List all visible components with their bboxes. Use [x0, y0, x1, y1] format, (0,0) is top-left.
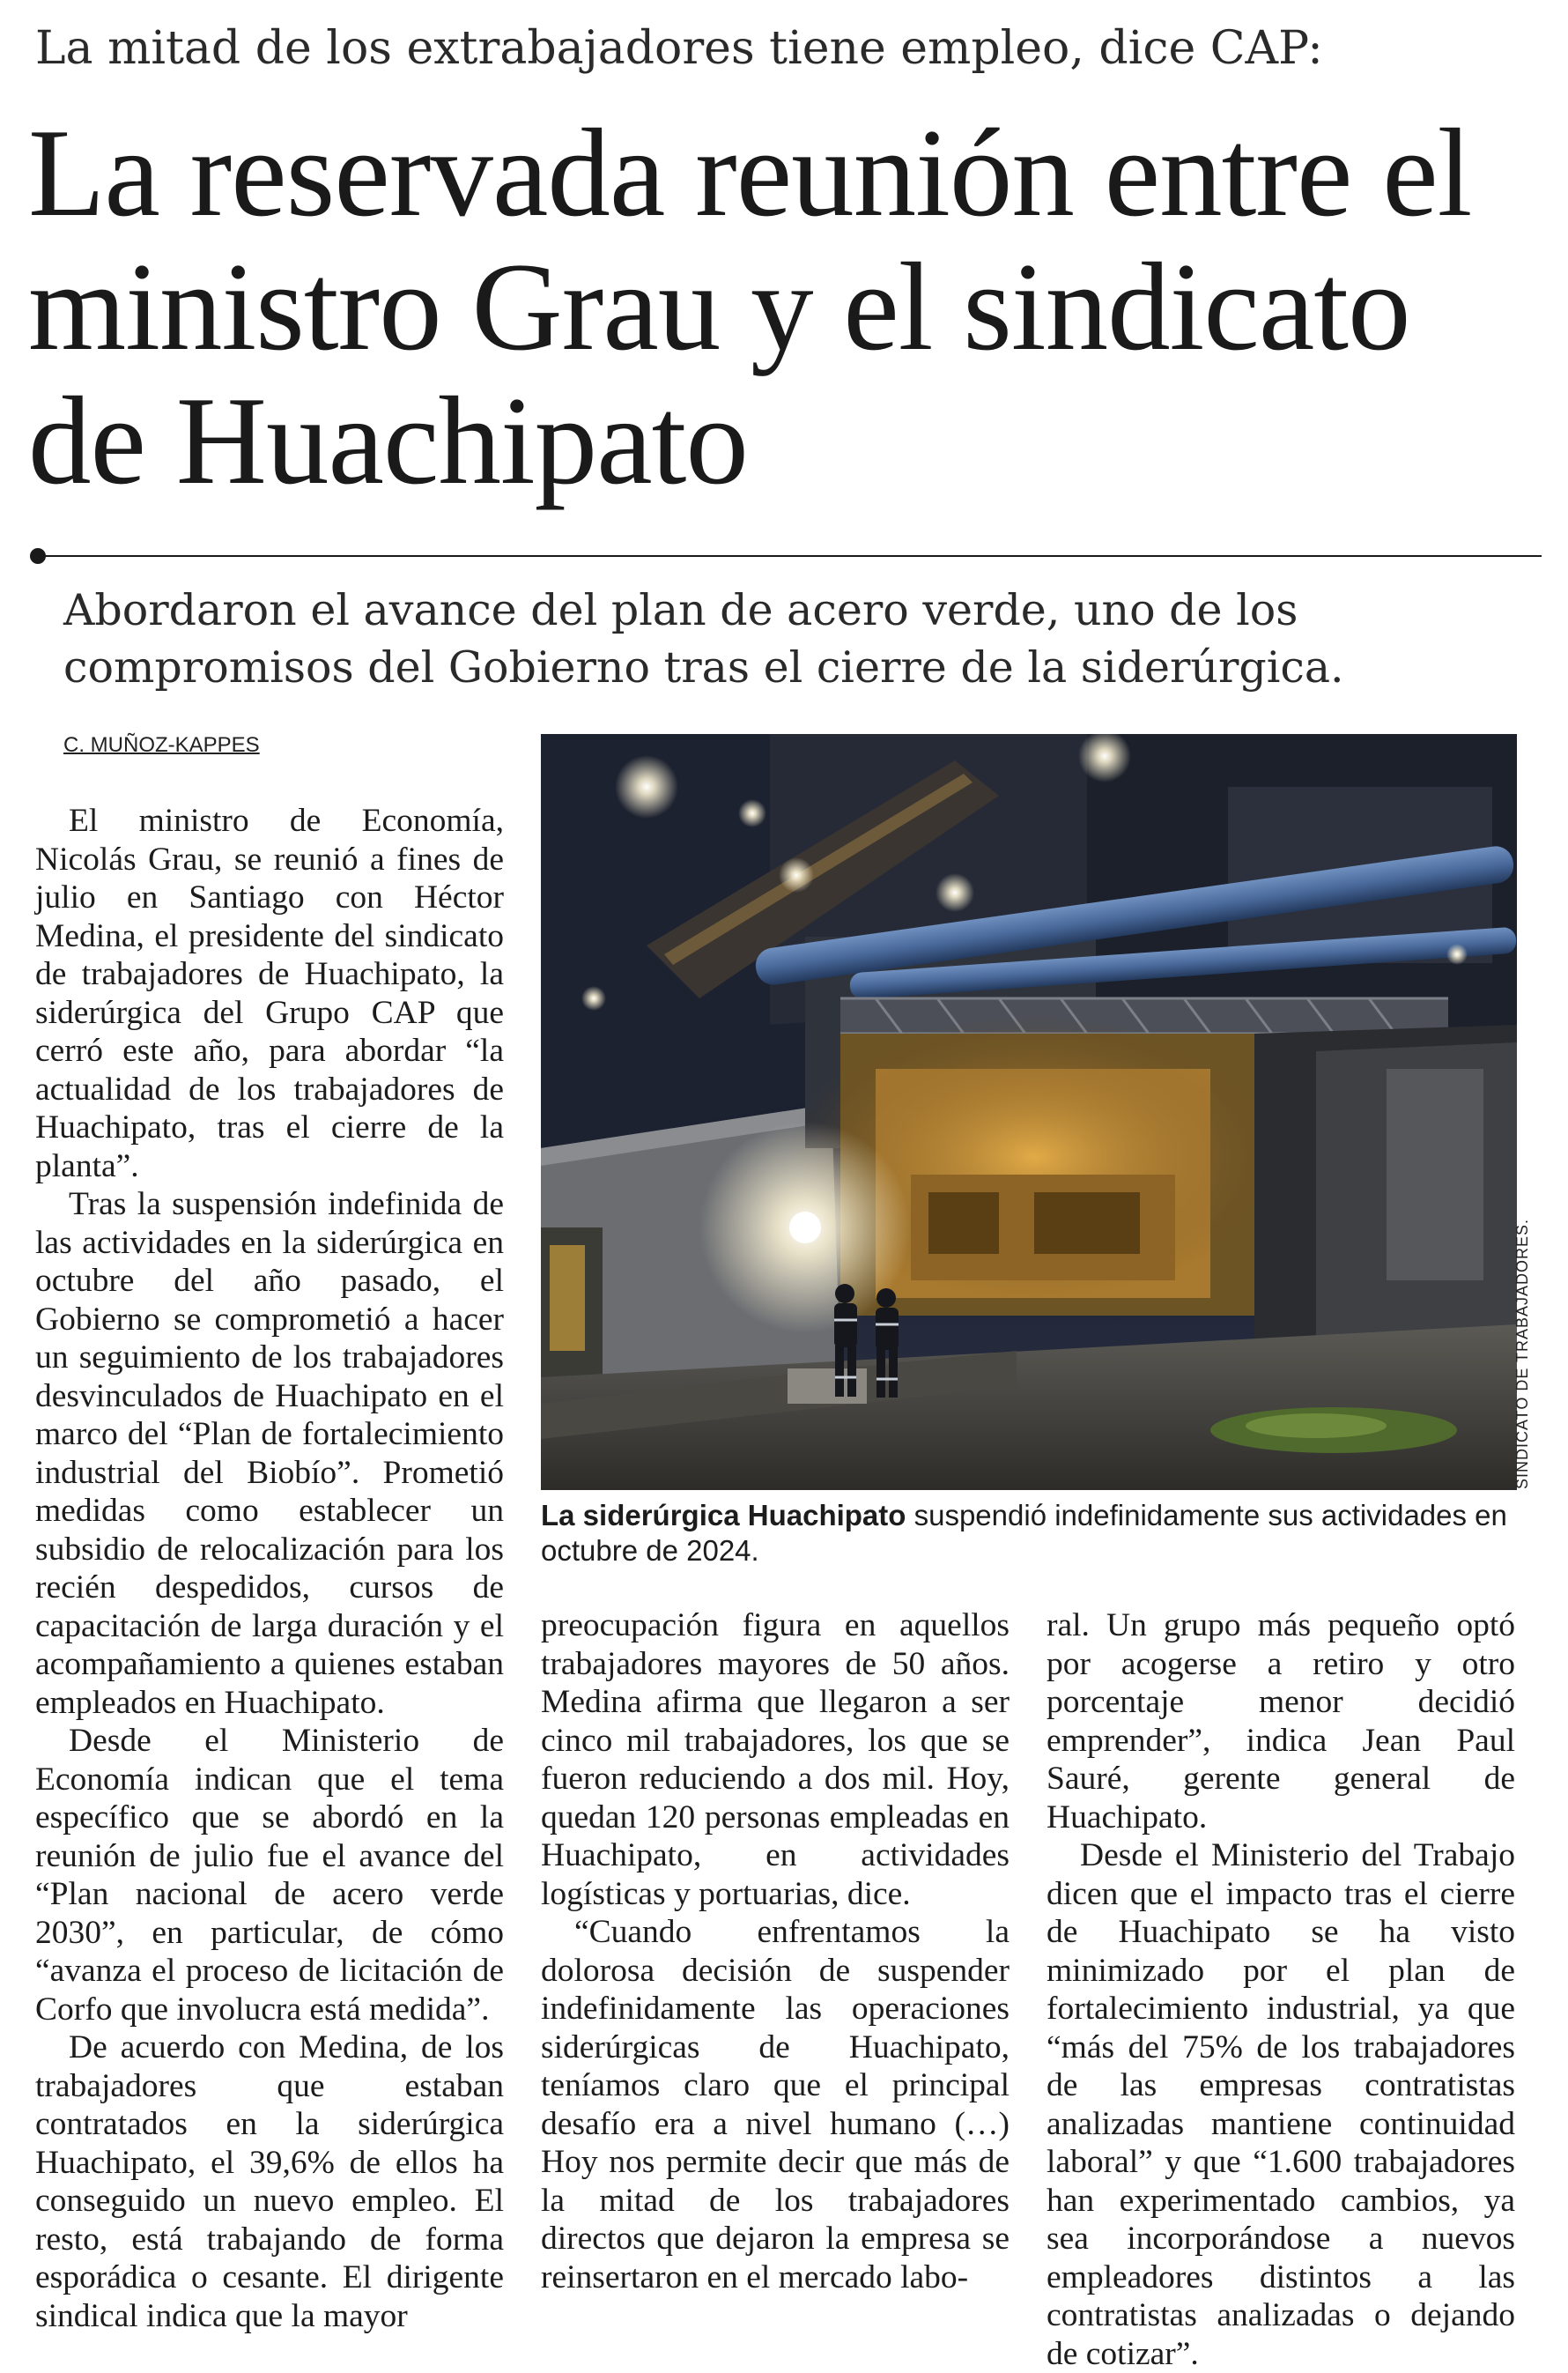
article-kicker: La mitad de los extrabajadores tiene empleo, dice CAP: [35, 22, 1323, 75]
caption-lead: La siderúrgica Huachipato [541, 1499, 906, 1531]
body-column-3 [1047, 1606, 1515, 2373]
body-paragraph-1: El ministro de Economía, Nicolás Grau, se reunió a fines de julio en Santiago con Héctor Medina, el presidente del sindicato de trabajadores de Huachipato, la siderúrgica del Grupo CAP que cerró este año, para abordar “la actualidad de los trabajadores de Huachipato, tras el cierre de la planta”. [35, 803, 504, 1184]
divider-rule [44, 555, 1542, 557]
body-paragraph-6: Desde el Ministerio del Trabajo dicen que el impacto tras el cierre de Huachipato se ha visto minimizado por el plan de fortalecimiento industrial, ya que “más del 75% de los trabajadores de las empresas contratistas analizadas mantiene continuidad laboral” y que “1.600 trabajadores han experimentado cambios, ya sea incorporándose a nuevos empleadores distintos a las contratistas analizadas o dejando de cotizar”. [1047, 1837, 1515, 2372]
body-paragraph-4: De acuerdo con Medina, de los trabajadores que estaban contratados en la siderúrgica Huachipato, el 39,6% de ellos ha conseguido un nuevo empleo. El resto, está trabajando de forma esporádica o cesante. El dirigente sindical indica que la mayor [35, 2029, 504, 2334]
article-subhead: Abordaron el avance del plan de acero verde, uno de los compromisos del Gobierno tras el cierre de la siderúrgica. [63, 585, 1344, 693]
body-paragraph-2: Tras la suspensión indefinida de las actividades en la siderúrgica en octubre del año pasado, el Gobierno se comprometió a hacer un seguimiento de los trabajadores desvinculados de Huachipato en el marco del “Plan de fortalecimiento industrial del Biobío”. Prometió medidas como establecer un subsidio de relocalización para los recién despedidos, cursos de capacitación de larga duración y el acompañamiento a quienes estaban empleados en Huachipato. [35, 1186, 504, 1721]
byline [63, 733, 504, 758]
body-paragraph-3: Desde el Ministerio de Economía indican que el tema específico que se abordó en la reunión de julio fue el avance del “Plan nacional de acero verde 2030”, en particular, de cómo “avanza el proceso de licitación de Corfo que involucra está medida”. [35, 1723, 504, 2028]
article-photo [541, 734, 1517, 1490]
body-column-2 [541, 1606, 1010, 2296]
body-paragraph-5-continued: ral. Un grupo más pequeño optó por acogerse a retiro y otro porcentaje menor decidió emprender”, indica Jean Paul Sauré, gerente general de Huachipato. [1047, 1607, 1515, 1835]
body-paragraph-5: “Cuando enfrentamos la dolorosa decisión de suspender indefinidamente las operaciones siderúrgicas de Huachipato, teníamos claro que el principal desafío era a nivel humano (…) Hoy nos permite decir que más de la mitad de los trabajadores directos que dejaron la empresa se reinsertaron en el mercado labo- [541, 1914, 1010, 2295]
photo-credit: SINDICATO DE TRABAJADORES. [1513, 1218, 1531, 1489]
caption-text: suspendió indefinidamente sus actividades en octubre de 2024. [541, 1499, 1507, 1567]
body-column-1 [35, 802, 504, 2335]
article-headline: La reservada reunión entre el ministro Grau y el sindicato de Huachipato [28, 103, 1472, 510]
steel-plant-night-photo [541, 734, 1517, 1490]
body-paragraph-4-continued: preocupación figura en aquellos trabajadores mayores de 50 años. Medina afirma que llegaron a ser cinco mil trabajadores, los que se fueron reduciendo a dos mil. Hoy, quedan 120 personas empleadas en Huachipato, en actividades logísticas y portuarias, dice. [541, 1607, 1010, 1912]
byline-author: C. MUÑOZ-KAPPES [63, 733, 260, 757]
photo-caption [541, 1498, 1517, 1568]
